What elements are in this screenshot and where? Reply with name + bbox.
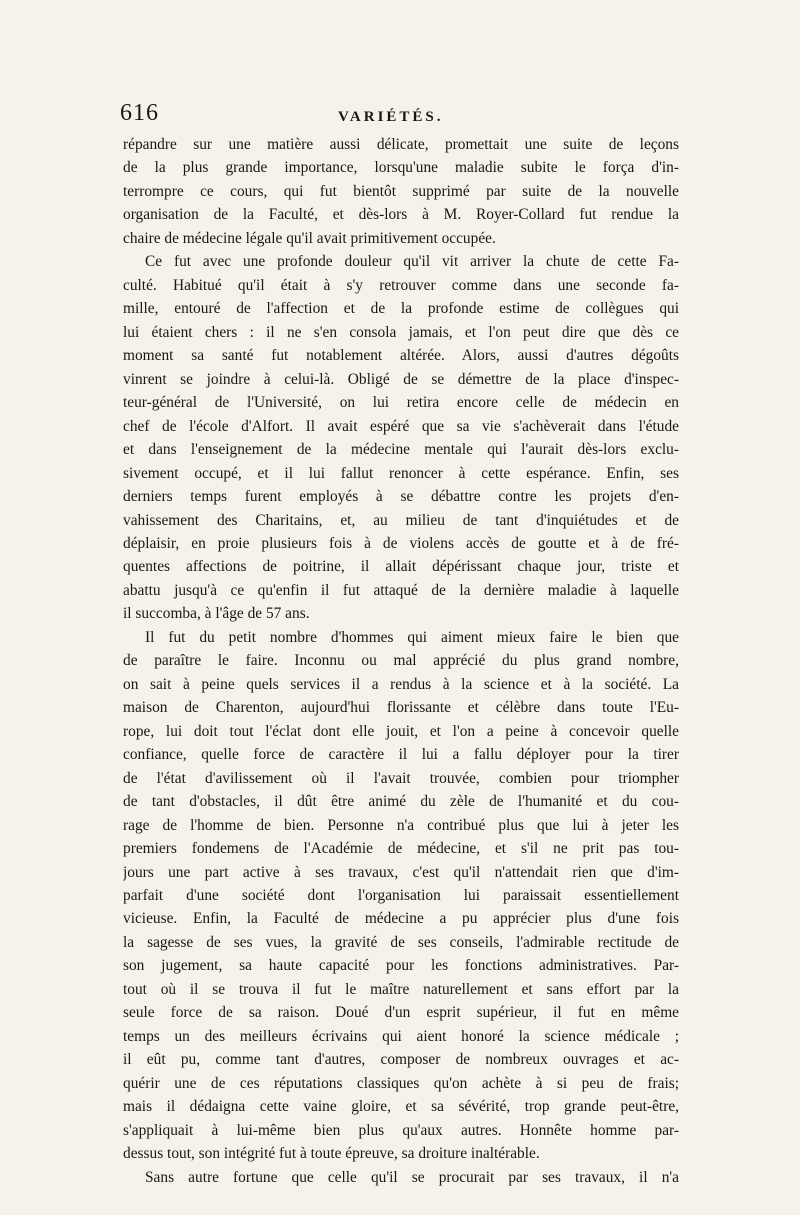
text-line: teur-général de l'Université, on lui retira encore celle de médecin en (123, 394, 679, 412)
text-line: organisation de la Faculté, et dès-lors à M. Royer-Collard fut rendue la (123, 206, 679, 224)
text-line: culté. Habitué qu'il était à s'y retrouver comme dans une seconde fa- (123, 276, 679, 294)
page-header (120, 100, 680, 134)
text-line: vahissement des Charitains, et, au milieu de tant d'inquiétudes et de (123, 511, 679, 529)
page-number: 616 (120, 100, 159, 126)
text-line: chaire de médecine légale qu'il avait primitivement occupée. (123, 229, 496, 247)
text-line: premiers fondemens de l'Académie de médecine, et s'il ne prit pas tou- (123, 840, 679, 858)
text-line: déplaisir, en proie plusieurs fois à de violens accès de goutte et à de fré- (123, 534, 679, 552)
running-head: VARIÉTÉS. (338, 109, 444, 125)
text-line: il eût pu, comme tant d'autres, composer de nombreux ouvrages et ac- (123, 1051, 679, 1069)
text-line: dessus tout, son intégrité fut à toute épreuve, sa droiture inaltérable. (123, 1145, 540, 1163)
text-line: Sans autre fortune que celle qu'il se procurait par ses travaux, il n'a (145, 1168, 679, 1186)
text-line: sivement occupé, et il lui fallut renoncer à cette espérance. Enfin, ses (123, 464, 679, 482)
text-line: abattu jusqu'à ce qu'enfin il fut attaqué de la dernière maladie à laquelle (123, 581, 679, 599)
text-line: tout où il se trouva il fut le maître naturellement et sans effort par la (123, 980, 679, 998)
text-line: mille, entouré de l'affection et de la profonde estime de collègues qui (123, 300, 679, 318)
text-line: temps un des meilleurs écrivains qui aient honoré la science médicale ; (123, 1027, 679, 1045)
text-line: derniers temps furent employés à se débattre contre les projets d'en- (123, 488, 679, 506)
text-line: quérir une de ces réputations classiques qu'on achète à si peu de frais; (123, 1074, 679, 1092)
text-line: parfait d'une société dont l'organisation lui paraissait essentiellement (123, 887, 679, 904)
body-text (123, 133, 679, 1189)
text-line: rope, lui doit tout l'éclat dont elle jouit, et l'on a peine à concevoir quelle (123, 722, 679, 740)
text-line: Ce fut avec une profonde douleur qu'il vit arriver la chute de cette Fa- (145, 253, 679, 271)
text-line: son jugement, sa haute capacité pour les fonctions administratives. Par- (123, 957, 679, 975)
text-line: Il fut du petit nombre d'hommes qui aiment mieux faire le bien que (145, 628, 679, 646)
text-line: de paraître le faire. Inconnu ou mal apprécié du plus grand nombre, (123, 652, 679, 670)
text-line: rage de l'homme de bien. Personne n'a contribué plus que lui à jeter les (123, 816, 679, 834)
text-line: il succomba, à l'âge de 57 ans. (123, 605, 310, 623)
text-line: confiance, quelle force de caractère il lui a fallu déployer pour la tirer (123, 746, 679, 764)
text-line: terrompre ce cours, qui fut bientôt supprimé par suite de la nouvelle (123, 182, 679, 200)
text-line: de la plus grande importance, lorsqu'une maladie subite le força d'in- (123, 159, 679, 177)
text-line: on sait à peine quels services il a rendus à la science et à la société. La (123, 675, 679, 693)
text-line: chef de l'école d'Alfort. Il avait espéré que sa vie s'achèverait dans l'étude (123, 417, 679, 435)
text-line: jours une part active à ses travaux, c'est qu'il n'attendait rien que d'im- (123, 863, 679, 881)
text-line: quentes affections de poitrine, il allait dépérissant chaque jour, triste et (123, 558, 679, 576)
text-line: répandre sur une matière aussi délicate, promettait une suite de leçons (123, 136, 679, 153)
text-line: seule force de sa raison. Doué d'un esprit supérieur, il fut en même (123, 1004, 679, 1022)
text-line: vinrent se joindre à celui-là. Obligé de se démettre de la place d'inspec- (123, 370, 679, 388)
text-line: maison de Charenton, aujourd'hui florissante et célèbre dans toute l'Eu- (123, 699, 679, 717)
text-line: de tant d'obstacles, il dût être animé du zèle de l'humanité et du cou- (123, 793, 679, 811)
text-line: lui étaient chers : il ne s'en consola jamais, et l'on peut dire que dès ce (123, 323, 679, 341)
text-line: moment sa santé fut notablement altérée. Alors, aussi d'autres dégoûts (123, 347, 679, 365)
text-line: s'appliquait à lui-même bien plus qu'aux autres. Honnête homme par- (123, 1121, 679, 1139)
text-line: et dans l'enseignement de la médecine mentale qui l'aurait dès-lors exclu- (123, 441, 679, 459)
text-line: de l'état d'avilissement où il l'avait trouvée, combien pour triompher (123, 769, 679, 787)
text-line: mais il dédaigna cette vaine gloire, et sa sévérité, trop grande peut-être, (123, 1098, 679, 1116)
text-line: la sagesse de ses vues, la gravité de ses conseils, l'admirable rectitude de (123, 933, 679, 951)
text-line: vicieuse. Enfin, la Faculté de médecine a pu apprécier plus d'une fois (123, 910, 679, 928)
